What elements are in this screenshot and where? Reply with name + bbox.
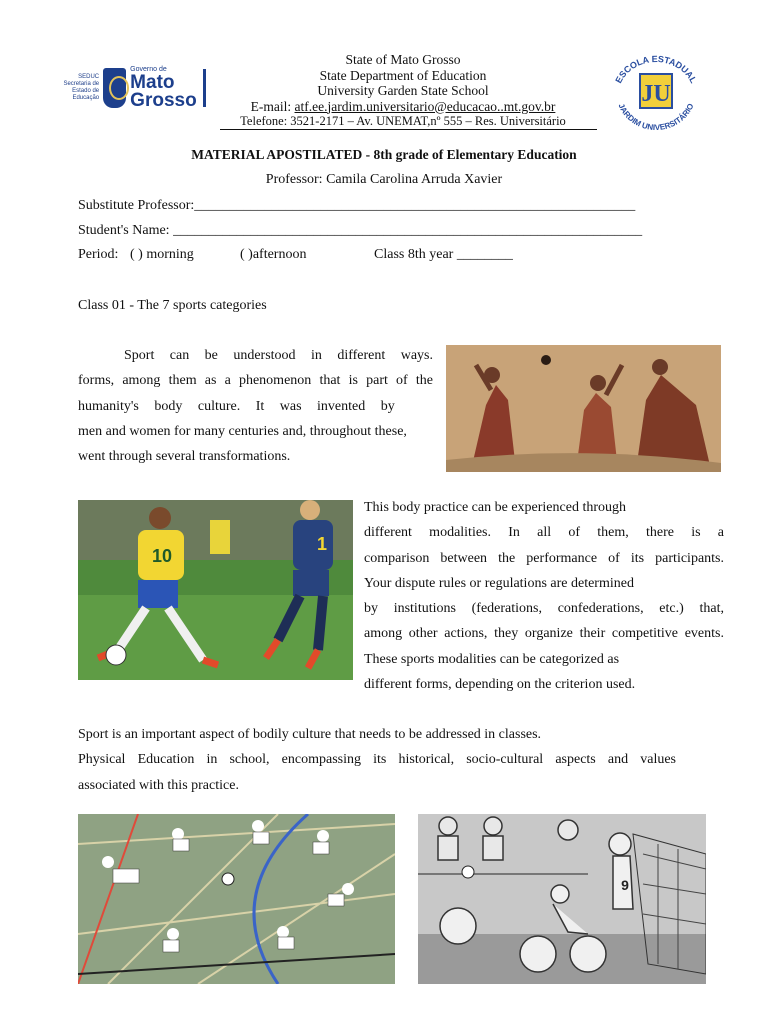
school-logo-initials: JU [641, 81, 671, 107]
paragraph-3: Sport is an important aspect of bodily culture that needs to be addressed in classes. Physical Education in school, encompassing its historical, socio-cultural aspects and values associated with this practice. [78, 727, 676, 793]
jersey-number-left: 10 [151, 546, 173, 566]
school-logo-bottom-text: JARDIM UNIVERSITÁRIO [616, 102, 696, 133]
cartoon-sports-illustration [418, 814, 706, 984]
email-link[interactable]: atf.ee.jardim.universitario@educacao..mt.gov.br [294, 98, 556, 114]
volleyball-jersey-number: 9 [621, 877, 629, 893]
afternoon-option[interactable]: ( )afternoon [240, 247, 307, 262]
header-divider [220, 129, 597, 130]
email-line: E-mail: atf.ee.jardim.universitario@educacao..mt.gov.br [250, 98, 556, 114]
class-field: Class 8th year ________ [374, 247, 513, 262]
department-name: State Department of Education [319, 67, 487, 83]
substitute-professor-field: Substitute Professor:_______________________________________________________________ [78, 198, 636, 213]
mato-grosso-wordmark: Governo de Mato Grosso [130, 66, 197, 111]
class-heading: Class 01 - The 7 sports categories [78, 298, 267, 313]
jersey-number-right: 1 [316, 534, 328, 554]
phone-line: Telefone: 3521-2171 – Av. UNEMAT,nº 555 – Res. Universitário [240, 114, 566, 128]
document-title: MATERIAL APOSTILATED - 8th grade of Elementary Education [191, 147, 577, 162]
professor-name: Professor: Camila Carolina Arruda Xavier [265, 172, 503, 187]
coat-of-arms-icon [103, 68, 126, 108]
school-name: University Garden State School [317, 83, 489, 98]
students-circle-gym-photo [78, 814, 395, 984]
paragraph-1: Sport can be understood in different ways. forms, among them as a phenomenon that is part of the humanity's body culture. It was invented by men and women for many centuries and, throughout these, went through several transformations. [78, 348, 433, 465]
seduc-label: SEDUC Secretaria de Estado de Educação [63, 74, 100, 101]
school-logo-top-text: ESCOLA ESTADUAL [613, 53, 699, 85]
paragraph-2: This body practice can be experienced through different modalities. In all of them, there is a comparison between the performance of its participants. Your dispute rules or regulations are determined by institutions (federations, confederations, etc.) that, among other actions, they organize their competitive events. These sports modalities can be categorized as different forms, depending on the criterion used. [364, 500, 724, 693]
state-name: State of Mato Grosso [345, 52, 461, 67]
womens-soccer-photo [78, 500, 353, 680]
ancient-ball-game-fresco [446, 345, 721, 472]
letterhead [180, 52, 626, 130]
morning-option[interactable]: ( ) morning [130, 247, 194, 262]
student-name-field: Student's Name: ___________________________________________________________________ [78, 223, 643, 238]
period-label: Period: [78, 247, 119, 262]
